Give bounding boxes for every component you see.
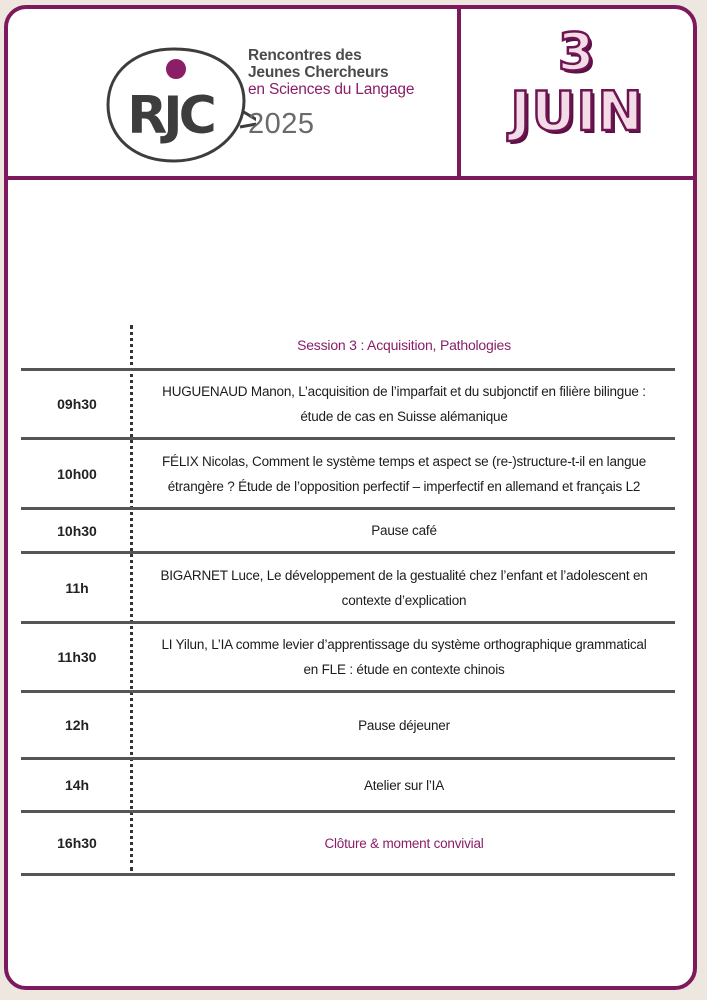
row-line-1: FÉLIX Nicolas, Comment le système temps et aspect se (re-)structure-t-il en langue [161,453,647,469]
session-title: Session 3 : Acquisition, Pathologies [297,337,511,353]
header [8,9,693,180]
row-description [133,773,675,798]
program-card [4,5,697,990]
brand-block [248,47,414,141]
row-line-1: Pause café [371,523,437,538]
schedule-table [21,323,675,876]
row-description [133,563,675,613]
row-time: 10h30 [57,522,97,539]
row-description [133,713,675,738]
row-description [133,632,675,682]
row-description [133,518,675,543]
schedule-row [21,507,675,551]
row-line-1: Atelier sur l’IA [363,777,445,793]
schedule-row [21,551,675,621]
row-line-2: étude de cas en Suisse alémanique [300,409,508,424]
logo-text: RJC [127,86,213,146]
row-line-2: étrangère ? Étude de l’opposition perfectif – imperfectif en allemand et français L2 [167,478,641,494]
row-description [133,449,675,499]
row-time: 12h [64,717,90,733]
brand-year: 2025 [248,108,315,140]
row-line-1: Pause déjeuner [358,717,450,733]
row-line-1: LI Yilun, L’IA comme levier d’apprentissage du système orthographique grammatical [161,637,647,652]
row-description [133,831,675,856]
row-time: 09h30 [57,396,97,412]
row-time: 11h [65,579,89,596]
brand-line-1: Rencontres des [248,47,362,64]
row-line-1: HUGUENAUD Manon, L’acquisition de l’imparfait et du subjonctif en filière bilingue : [162,384,646,399]
schedule-row [21,810,675,876]
row-line-2: en FLE : étude en contexte chinois [303,662,505,677]
schedule-row [21,690,675,757]
date-month: JUIN [510,80,644,143]
schedule-row [21,757,675,810]
session-header-row [21,323,675,368]
date-block [461,9,693,180]
date-day: 3 [557,23,597,83]
rjc-logo [96,41,256,171]
row-time: 11h30 [57,649,97,665]
row-line-1: BIGARNET Luce, Le développement de la gestualité chez l’enfant et l’adolescent en [160,567,648,583]
row-time: 14h [64,777,90,793]
brand-line-2: Jeunes Chercheurs [248,64,389,81]
schedule-row [21,621,675,690]
row-time: 10h00 [57,465,97,482]
schedule-row [21,368,675,437]
row-line-1: Clôture & moment convivial [324,835,484,851]
brand-line-3: en Sciences du Langage [248,81,415,98]
row-time: 16h30 [57,835,97,851]
row-line-2: contexte d’explication [341,592,467,608]
schedule-row [21,437,675,507]
row-description [133,379,675,429]
